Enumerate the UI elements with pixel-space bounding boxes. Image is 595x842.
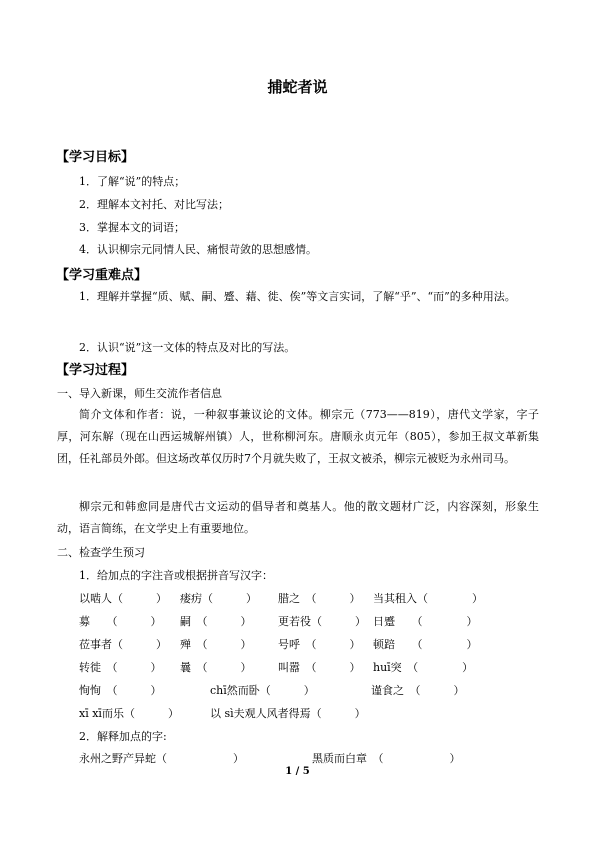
goal-item: 4．认识柳宗元同情人民、痛恨苛敛的思想感情。 bbox=[79, 243, 317, 256]
pinyin-cell: 转徙 （ ） bbox=[79, 661, 162, 674]
page-title: 捕蛇者说 bbox=[267, 78, 328, 96]
pinyin-cell: 以 sì夫观人风者得焉（ ） bbox=[210, 707, 366, 720]
explain-item: 永州之野产异蛇（ ） bbox=[79, 752, 244, 765]
paragraph-author-significance: 柳宗元和韩愈同是唐代古文运动的倡导者和奠基人。他的散文题材广泛，内容深刻，形象生动，语言简练，在文学史上有重要地位。 bbox=[57, 500, 539, 535]
pinyin-cell: 腊之 （ ） bbox=[278, 592, 361, 605]
pinyin-cell: xī xī而乐（ ） bbox=[79, 707, 179, 720]
key-item-1: 1．理解并掌握“质、赋、嗣、蹙、藉、徙、俟”等文言实词，了解“乎”、“而”的多种用法。 bbox=[79, 290, 516, 303]
question-1: 1．给加点的字注音或根据拼音写汉字： bbox=[79, 569, 273, 582]
part-heading-2: 二、检查学生预习 bbox=[57, 546, 145, 559]
pinyin-cell: 谨食之 （ ） bbox=[371, 684, 465, 697]
section-heading-goals: 【学习目标】 bbox=[56, 150, 135, 165]
pinyin-cell: 叫嚣 （ ） bbox=[278, 661, 361, 674]
pinyin-cell: huī突 （ ） bbox=[373, 661, 474, 674]
pinyin-cell: 顿踣 （ ） bbox=[373, 638, 478, 651]
goal-item: 3．掌握本文的词语； bbox=[79, 221, 185, 234]
pinyin-cell: 更若役（ ） bbox=[278, 615, 366, 628]
key-item-2: 2．认识“说”这一文体的特点及对比的写法。 bbox=[79, 341, 296, 354]
pinyin-cell: 募 （ ） bbox=[79, 615, 162, 628]
pinyin-cell: 以啮人（ ） bbox=[79, 592, 167, 605]
explain-item: 黑质而白章 （ ） bbox=[312, 752, 461, 765]
pinyin-cell: 莅事者（ ） bbox=[79, 638, 167, 651]
section-heading-process: 【学习过程】 bbox=[56, 363, 135, 378]
pinyin-cell: 曩 （ ） bbox=[180, 661, 252, 674]
page-number: 1 / 5 bbox=[285, 766, 310, 777]
question-2: 2．解释加点的字: bbox=[79, 730, 167, 743]
goal-item: 2．理解本文衬托、对比写法； bbox=[79, 198, 229, 211]
paragraph-author-intro: 简介文体和作者：说，一种叙事兼议论的文体。柳宗元（773——819），唐代文学家，字子厚，河东解（现在山西运城解州镇）人，世称柳河东。唐顺永贞元年（805），参加王叔文革新集团，任礼部员外郎。但这场改革仅历时7个月就失败了，王叔文被杀，柳宗元被贬为永州司马。 bbox=[57, 408, 539, 465]
pinyin-cell: 嗣 （ ） bbox=[180, 615, 252, 628]
pinyin-cell: 瘘疠（ ） bbox=[180, 592, 257, 605]
pinyin-cell: 号呼 （ ） bbox=[278, 638, 361, 651]
part-heading-1: 一、导入新课，师生交流作者信息 bbox=[57, 387, 222, 400]
goal-item: 1．了解“说”的特点； bbox=[79, 175, 186, 188]
pinyin-cell: 当其租入（ ） bbox=[373, 592, 483, 605]
pinyin-cell: chī然而卧（ ） bbox=[210, 684, 315, 697]
pinyin-cell: 恂恂 （ ） bbox=[79, 684, 162, 697]
pinyin-cell: 日蹙 （ ） bbox=[373, 615, 478, 628]
section-heading-key: 【学习重难点】 bbox=[56, 268, 148, 283]
pinyin-cell: 殚 （ ） bbox=[180, 638, 252, 651]
